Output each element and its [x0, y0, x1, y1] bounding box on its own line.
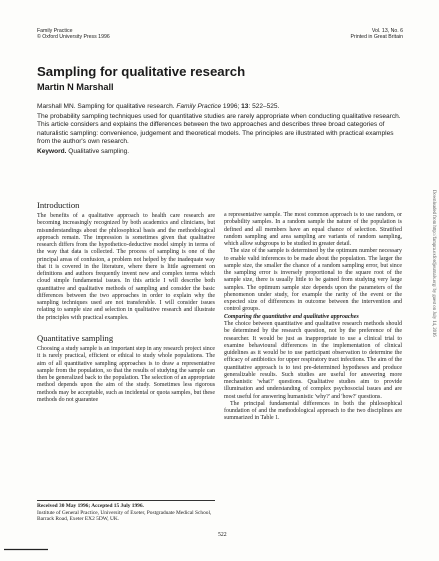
body-paragraph-2: The size of the sample is determined by the optimum number necessary to enable valid inferences to be made about the population. The larger the sample size, the smaller the chance of a random sampling error, but since the sampling error is inversely proportional to the square root of the sample size, there is usually little to be gained from studying very large samples. The optimum sample size depends upon the parameters of the phenomenon under study, for example the rarity of the event or the expected size of differences in outcome between the intervention and control groups. — [224, 248, 402, 313]
quantitative-sampling-heading: Quantitative sampling — [37, 332, 114, 343]
running-header-left — [37, 28, 217, 41]
citation-pages: : 522–525. — [248, 103, 280, 110]
article-author: Martin N Marshall — [37, 82, 114, 92]
footnote — [37, 503, 219, 523]
left-column — [37, 200, 215, 404]
citation-journal: Family Practice — [176, 103, 222, 110]
author-affiliation: Institute of General Practice, University of Exeter, Postgraduate Medical School, Barrack Road, Exeter EX2 5DW, UK. — [37, 509, 212, 523]
citation-line — [37, 103, 403, 111]
right-column — [224, 212, 402, 423]
abstract-block — [37, 103, 403, 158]
download-side-note — [429, 190, 437, 360]
citation-prefix: Marshall MN. Sampling for qualitative research. — [37, 103, 177, 110]
running-header-right — [263, 28, 403, 41]
received-dates: Received 30 May 1996; Accepted 15 July 1996. — [37, 503, 144, 509]
volume-issue: Vol. 13, No. 6 — [371, 28, 403, 34]
body-paragraph-3: The choice between quantitative and qualitative research methods should be determined by the research question, not by the preference of the researcher. It would be just as inappropriate to use a clinical trial to examine behavioural differences in the implementation of clinical guidelines as it would be to use participant observation to determine the efficacy of antibiotics for upper respiratory tract infections. The aim of the quantitative approach is to test pre-determined hypotheses and produce generalizable results. Such studies are useful for answering more mechanistic 'what?' questions. Qualitative studies aim to provide illumination and understanding of complex psychosocial issues and are most useful for answering humanistic 'why?' and 'how?' questions. — [224, 320, 402, 400]
keywords-value: Qualitative sampling. — [66, 147, 130, 155]
body-paragraph-4: The principal fundamental differences in both the philosophical foundation of and the methodological approach to the two disciplines are summarized in Table 1. — [224, 400, 402, 422]
printed-line: Printed in Great Britain — [350, 34, 403, 41]
page-number: 522 — [218, 532, 227, 538]
body-paragraph-1: a representative sample. The most common approach is to use random, or probability samples. In a random sample the nature of the population is defined and all members have an equal chance of selection. Stratified random sampling and area sampling are variants of random sampling, which allow subgroups to be studied in greater detail. — [224, 212, 402, 248]
download-note-text: Downloaded from http://fampra.oxfordjournals.org/ by guest on July 14, 2016 — [431, 190, 436, 337]
citation-year: 1996; — [221, 103, 242, 110]
introduction-paragraph: The benefits of a qualitative approach to health care research are becoming increasingly recognized by both academics and clinicians, but misunderstandings about the philosophical basis and the methodological approach remain. The impression is sometimes given that qualitative research differs from the hypothetico-deductive model simply in terms of the way that data is collected. The process of sampling is one of the principal areas of confusion, a problem not helped by the inadequate way that it is covered in the literature, where there is little agreement on definitions and authors frequently invent new and complex terms which cloud simple fundamental issues. In this article I will describe both quantitative and qualitative methods of sampling and consider the basic differences between the two approaches in order to explain why the sampling techniques used are not transferable. I will consider issues relating to sample size and selection in qualitative research and illustrate the principles with practical examples. — [37, 213, 215, 321]
keywords-label: Keyword. — [37, 147, 67, 155]
keywords-line — [37, 148, 403, 156]
article-title: Sampling for qualitative research — [37, 64, 246, 79]
citation-volume: 13 — [241, 103, 249, 110]
copyright-line: © Oxford University Press 1996 — [37, 34, 110, 41]
introduction-heading: Introduction — [37, 200, 80, 210]
abstract-text: The probability sampling techniques used for quantitative studies are rarely appropriate when conducting qualitative research. This article considers and explains the differences between the two approaches and describes three broad categories of naturalistic sampling: convenience, judgement and theoretical models. The principles are illustrated with practical examples from the author's own research. — [37, 112, 401, 145]
scan-edge-mark — [4, 548, 48, 551]
journal-name: Family Practice — [37, 28, 73, 34]
footnote-rule — [37, 500, 215, 501]
quantitative-sampling-paragraph: Choosing a study sample is an important step in any research project since it is rarely practical, efficient or ethical to study whole populations. The aim of all quantitative sampling approaches is to draw a representative sample from the population, so that the results of studying the sample can then be generalized back to the population. The selection of an appropriate method depends upon the aim of the study. Sometimes less rigorous methods may be acceptable, such as incidental or quota samples, but these methods do not guarantee — [37, 345, 215, 403]
comparing-approaches-subheading: Comparing the quantitative and qualitative approaches — [224, 313, 359, 320]
